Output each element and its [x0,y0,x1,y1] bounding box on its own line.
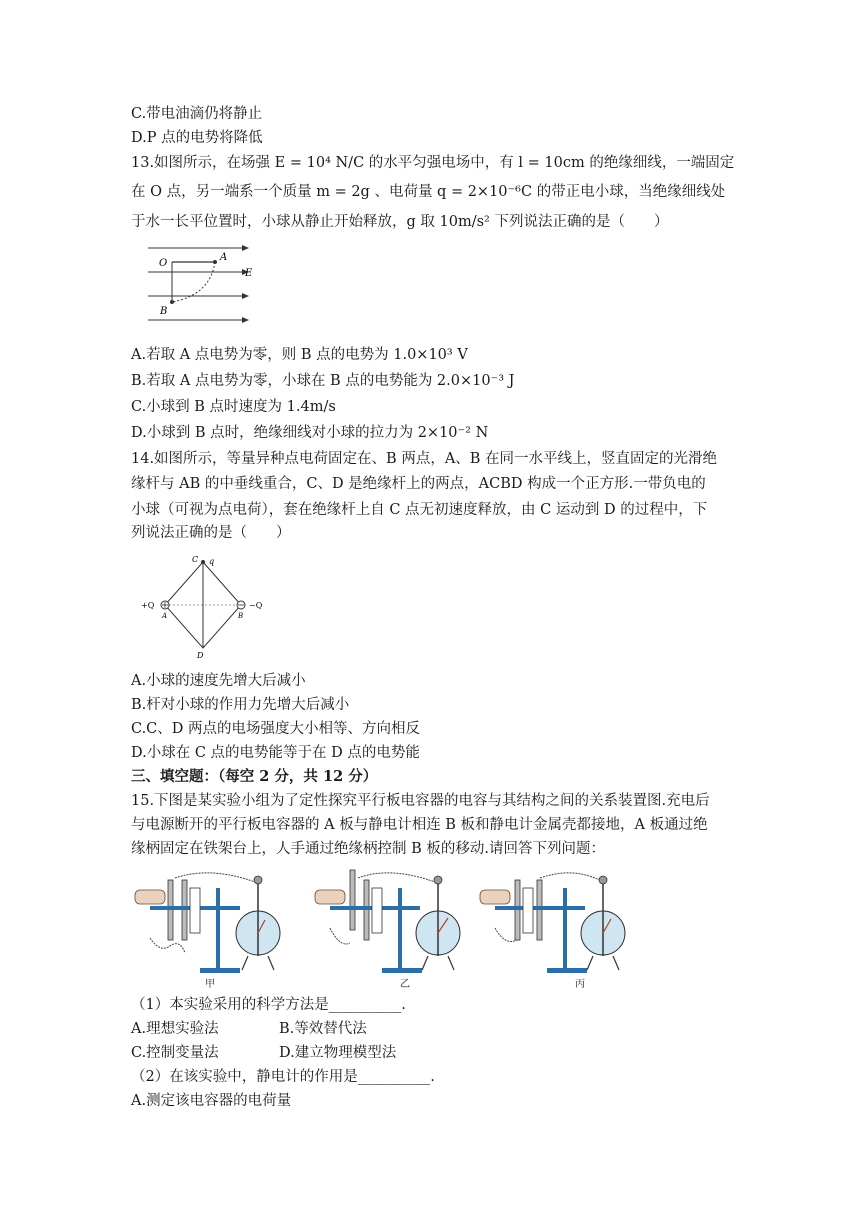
label-b: B [160,306,168,317]
label-o: O [159,258,168,269]
q14-stem-line4: 列说法正确的是（ ） [131,525,291,541]
q13-option-a: A.若取 A 点电势为零，则 B 点的电势为 1.0×10³ V [131,347,468,363]
label-a: A [162,612,168,620]
q15-stem-line1: 15.下图是某实验小组为了定性探究平行板电容器的电容与其结构之间的关系装置图.充电后 [131,793,710,809]
label-q: q [209,557,215,566]
q15-sub1-opt-b: B.等效替代法 [279,1021,367,1037]
q14-stem-line1: 14.如图所示，等量异种点电荷固定在、B 两点，A、B 在同一水平线上，竖直固定的光滑绝 [131,451,718,467]
stand-base [200,968,240,973]
q14-option-c: C.C、D 两点的电场强度大小相等、方向相反 [131,721,421,737]
apparatus-yi [315,870,460,973]
q15-sub1-opt-d: D.建立物理模型法 [279,1045,397,1061]
label-b: B [238,612,244,620]
q15-sub1-opt-c: C.控制变量法 [131,1045,219,1061]
q14-stem-line2: 缘杆与 AB 的中垂线重合，C、D 是绝缘杆上的两点，ACBD 构成一个正方形.一带负电的 [131,476,706,492]
q15-sub1-options-row2 [131,1043,397,1063]
apparatus-jia [135,873,280,973]
q12-option-c: C.带电油滴仍将静止 [131,106,263,122]
q13-option-b: B.若取 A 点电势为零，小球在 B 点的电势能为 2.0×10⁻³ J [131,373,515,389]
q15-sub1: （1）本实验采用的科学方法是__________. [131,997,406,1013]
q12-option-d: D.P 点的电势将降低 [131,130,263,146]
ball-q [201,560,205,564]
apparatus-bing [480,873,625,973]
caption-yi: 乙 [400,979,410,990]
point-a [213,260,217,264]
q13-stem-line2: 在 O 点，另一端系一个质量 m = 2g 、电荷量 q = 2×10⁻⁶C 的带正电小球，当绝缘细线处 [131,184,726,200]
label-minus-q: −Q [249,601,263,610]
label-plus-q: +Q [141,601,155,610]
q15-sub1-options-row1 [131,1019,367,1039]
q13-field-diagram [140,240,260,330]
q15-stem-line3: 缘柄固定在铁架台上，人手通过绝缘柄控制 B 板的移动.请回答下列问题： [131,841,605,857]
label-e: E [245,268,253,279]
q13-stem-line1: 13.如图所示，在场强 E = 10⁴ N/C 的水平匀强电场中，有 l = 10cm 的绝缘细线，一端固定 [131,155,735,171]
caption-jia: 甲 [205,979,215,990]
q15-sub2: （2）在该实验中，静电计的作用是__________. [131,1069,435,1085]
label-a: A [220,252,228,263]
q14-option-b: B.杆对小球的作用力先增大后减小 [131,697,350,713]
label-d: D [197,651,204,660]
q14-option-a: A.小球的速度先增大后减小 [131,673,306,689]
q15-stem-line2: 与电源断开的平行板电容器的 A 板与静电计相连 B 板和静电计金属壳都接地，A 板通过绝 [131,817,708,833]
q15-sub2-opt-a: A.测定该电容器的电荷量 [131,1093,292,1109]
hand [135,890,165,904]
q13-option-c: C.小球到 B 点时速度为 1.4m/s [131,399,336,415]
label-c: C [192,555,199,564]
q15-sub1-opt-a: A.理想实验法 [131,1021,219,1037]
point-b [170,300,174,304]
q14-option-d: D.小球在 C 点的电势能等于在 D 点的电势能 [131,745,420,761]
q13-stem-line3: 于水一长平位置时，小球从静止开始释放，g 取 10m/s² 下列说法正确的是（ ） [131,214,669,230]
q14-square-diagram [135,550,275,660]
caption-bing: 丙 [575,979,585,990]
scale [190,888,200,933]
q15-apparatus-figure [130,868,650,986]
q14-stem-line3: 小球（可视为点电荷），套在绝缘杆上自 C 点无初速度释放，由 C 运动到 D 的过程中，下 [131,502,708,518]
q13-option-d: D.小球到 B 点时，绝缘细线对小球的拉力为 2×10⁻² N [131,425,489,441]
section-heading: 三、填空题：（每空 2 分，共 12 分） [131,768,378,785]
